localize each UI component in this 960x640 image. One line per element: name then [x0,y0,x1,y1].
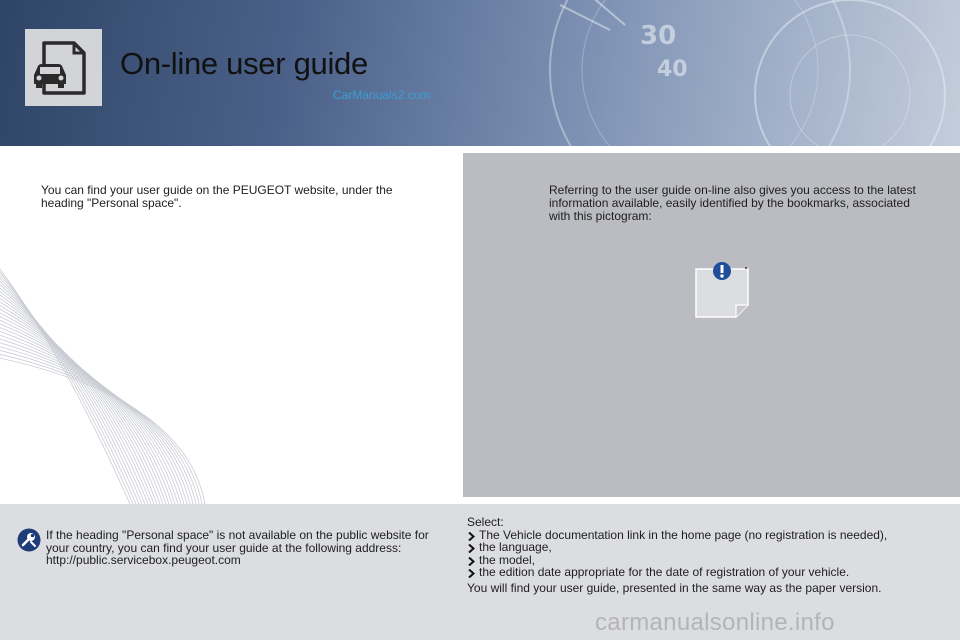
gauge-number-40: 40 [657,57,688,82]
tip-url[interactable]: http://public.servicebox.peugeot.com [46,553,241,567]
select-instructions [467,516,927,594]
decorative-curve [0,356,205,504]
bottom-section [0,504,960,640]
header-banner [0,0,960,146]
decorative-curve [0,336,190,504]
decorative-curve [0,292,157,504]
decorative-curve [0,328,184,504]
closing-text: You will find your user guide, presented in the same way as the paper version. [467,580,882,595]
decorative-curve [0,264,136,504]
chevron-right-icon [468,532,475,541]
gauge-number-30: 30 [640,21,677,51]
select-label: Select: [467,515,504,529]
decorative-curve [0,312,172,504]
list-item-text: the language, [479,540,552,554]
right-intro-text: Referring to the user guide on-line also gives you access to the latest information available, easily identified by the bookmarks, associated with this pictogram: [549,183,916,223]
tip-message: If the heading "Personal space" is not available on the public website for your country, you can find your user guide at the following address: [46,528,429,555]
select-steps-list [467,529,927,579]
list-item-text: the model, [479,552,536,567]
list-item-text: The Vehicle documentation link in the home page (no registration is needed), [479,527,888,542]
decorative-curve [0,308,169,504]
list-item-text: the edition date appropriate for the date of registration of your vehicle. [479,565,850,579]
tip-text [46,529,451,567]
list-item [467,541,927,554]
wrench-tip-icon [17,528,41,552]
decorative-curve [0,276,145,504]
decorative-curve [0,304,166,504]
chevron-right-icon [468,557,475,566]
left-column [0,146,463,504]
left-intro-text: You can find your user guide on the PEUGEOT website, under the heading "Personal space". [41,183,393,210]
watermark-bottom: carmanualsonline.info [595,609,835,636]
chevron-right-icon [468,544,475,553]
decorative-curve [0,340,193,504]
bookmark-info-icon [695,261,751,321]
watermark-top: CarManuals2.com [333,88,431,102]
decorative-curve [0,280,148,504]
chevron-right-icon [468,569,475,578]
decorative-curve [0,352,202,504]
list-item [467,566,927,579]
decorative-curve [0,256,130,504]
document-car-icon [25,29,102,106]
right-info-panel [463,153,960,497]
page-title: On-line user guide [120,46,368,81]
